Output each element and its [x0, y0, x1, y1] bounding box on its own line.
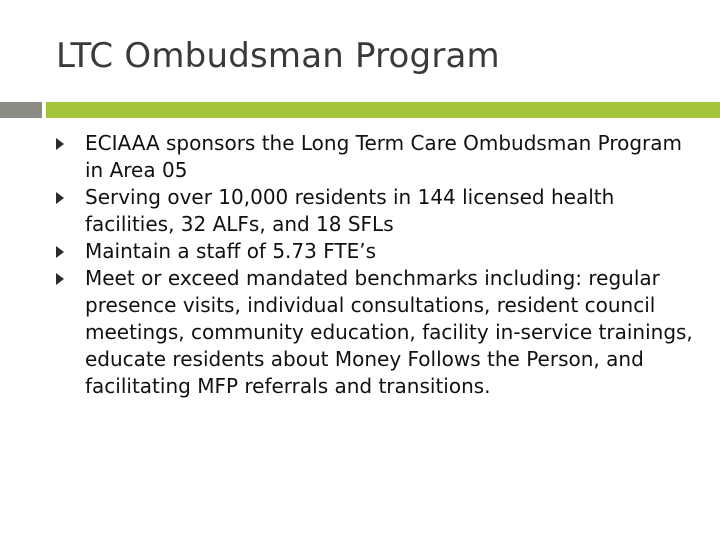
title-rule-gray: [0, 102, 42, 118]
title-rule-green: [46, 102, 720, 118]
bullet-text: Maintain a staff of 5.73 FTE’s: [85, 239, 377, 263]
triangle-right-icon: [56, 138, 64, 150]
bullet-text: Meet or exceed mandated benchmarks including: regular presence visits, individual consultations, resident council meetings, community education, facility in-service trainings, educate residents about Money Follows the Person, and facilitating MFP referrals and transitions.: [85, 266, 693, 398]
bullet-text: ECIAAA sponsors the Long Term Care Ombudsman Program in Area 05: [85, 131, 683, 182]
bullet-item: [56, 184, 706, 238]
triangle-right-icon: [56, 246, 64, 258]
slide-title: LTC Ombudsman Program: [56, 36, 500, 76]
bullet-item: [56, 130, 706, 184]
triangle-right-icon: [56, 273, 64, 285]
bullet-item: [56, 265, 706, 400]
bullet-text: Serving over 10,000 residents in 144 licensed health facilities, 32 ALFs, and 18 SFLs: [85, 185, 615, 236]
triangle-right-icon: [56, 192, 64, 204]
bullet-list: [56, 130, 706, 400]
bullet-item: [56, 238, 706, 265]
